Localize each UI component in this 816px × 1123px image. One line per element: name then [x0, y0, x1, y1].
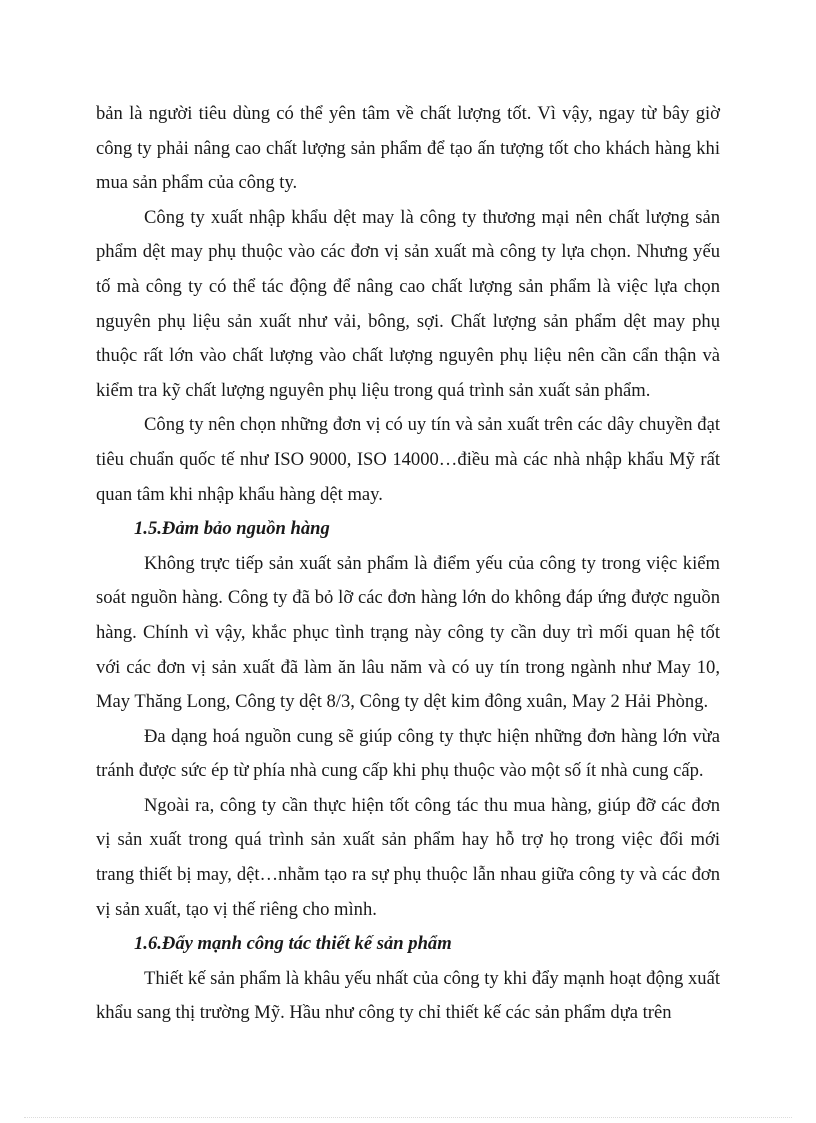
page-bottom-divider: [24, 1117, 792, 1118]
paragraph-raw-materials: Công ty xuất nhập khẩu dệt may là công ty thương mại nên chất lượng sản phẩm dệt may phụ thuộc vào các đơn vị sản xuất mà công ty lựa chọn. Nhưng yếu tố mà công ty có thể tác động để nâng cao chất lượng sản phẩm là việc lựa chọn nguyên phụ liệu sản xuất như vải, bông, sợi. Chất lượng sản phẩm dệt may phụ thuộc rất lớn vào chất lượng vào chất lượng nguyên phụ liệu nên cần cẩn thận và kiểm tra kỹ chất lượng nguyên phụ liệu trong quá trình sản xuất sản phẩm.: [96, 206, 720, 401]
paragraph-iso-standards: Công ty nên chọn những đơn vị có uy tín và sản xuất trên các dây chuyền đạt tiêu chuẩn quốc tế như ISO 9000, ISO 14000…điều mà các nhà nhập khẩu Mỹ rất quan tâm khi nhập khẩu hàng dệt may.: [96, 414, 720, 505]
paragraph-product-design: Thiết kế sản phẩm là khâu yếu nhất của công ty khi đẩy mạnh hoạt động xuất khẩu sang thị trường Mỹ. Hầu như công ty chỉ thiết kế các sản phẩm dựa trên: [96, 967, 720, 1024]
paragraph-supply-control: Không trực tiếp sản xuất sản phẩm là điểm yếu của công ty trong việc kiểm soát nguồn hàng. Công ty đã bỏ lỡ các đơn hàng lớn do không đáp ứng được nguồn hàng. Chính vì vậy, khắc phục tình trạng này công ty cần duy trì mối quan hệ tốt với các đơn vị sản xuất đã làm ăn lâu năm và có uy tín trong ngành như May 10, May Thăng Long, Công ty dệt 8/3, Công ty dệt kim đông xuân, May 2 Hải Phòng.: [96, 552, 720, 713]
paragraph-product-quality-intro: bản là người tiêu dùng có thể yên tâm về chất lượng tốt. Vì vậy, ngay từ bây giờ công ty phải nâng cao chất lượng sản phẩm để tạo ấn tượng tốt cho khách hàng khi mua sản phẩm của công ty.: [96, 103, 720, 194]
paragraph-purchasing-support: Ngoài ra, công ty cần thực hiện tốt công tác thu mua hàng, giúp đỡ các đơn vị sản xuất trong quá trình sản xuất sản phẩm hay hỗ trợ họ trong việc đổi mới trang thiết bị may, dệt…nhằm tạo ra sự phụ thuộc lẫn nhau giữa công ty và các đơn vị sản xuất, tạo vị thế riêng cho mình.: [96, 794, 720, 920]
document-page: [96, 97, 720, 1031]
section-heading-1-6: 1.6.Đẩy mạnh công tác thiết kế sản phẩm: [134, 933, 452, 955]
section-heading-1-5: 1.5.Đảm bảo nguồn hàng: [134, 518, 330, 540]
paragraph-diversify-supply: Đa dạng hoá nguồn cung sẽ giúp công ty thực hiện những đơn hàng lớn vừa tránh được sức ép từ phía nhà cung cấp khi phụ thuộc vào một số ít nhà cung cấp.: [96, 725, 720, 782]
